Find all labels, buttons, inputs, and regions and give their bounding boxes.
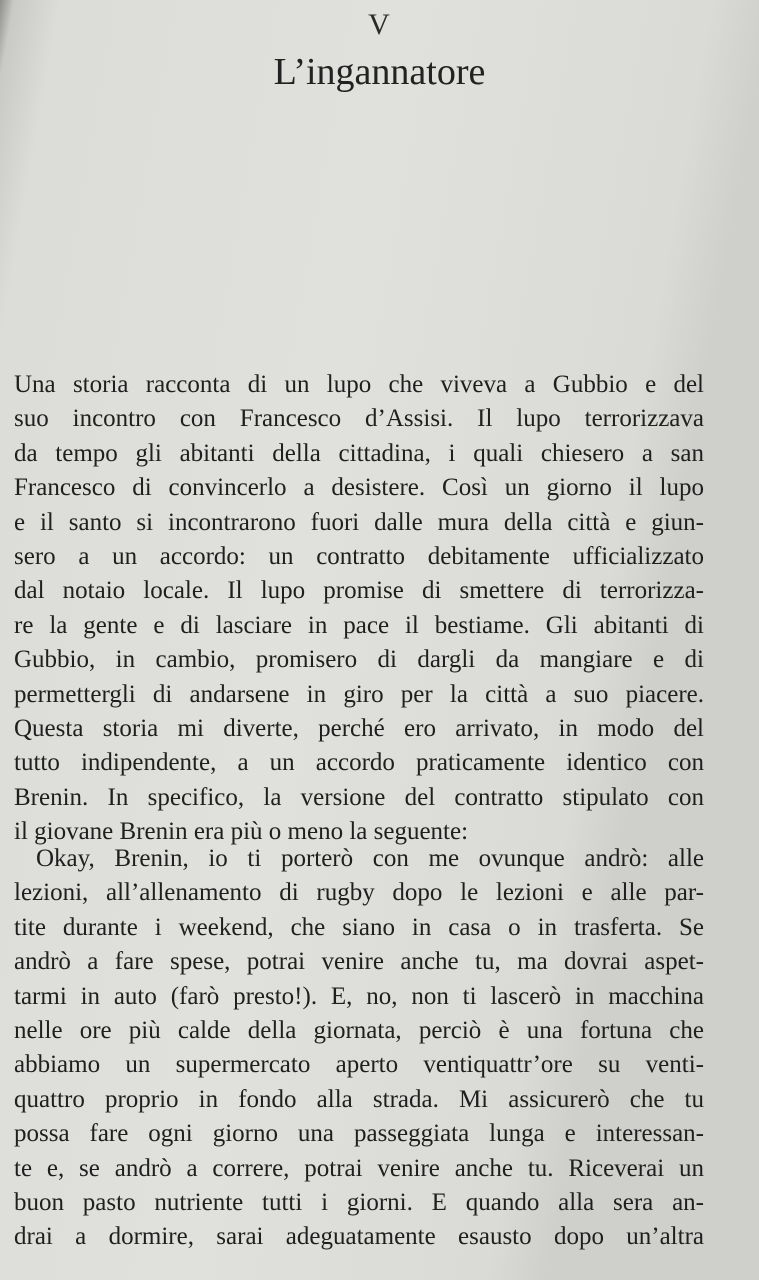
text-line: il giovane Brenin era più o meno la seguente:	[14, 818, 469, 846]
text-line: tutto indipendente, a un accordo praticamente identico con	[14, 749, 704, 777]
text-line: dal notaio locale. Il lupo promise di smettere di terrorizza-	[14, 577, 704, 605]
text-line: possa fare ogni giorno una passeggiata lunga e interessan-	[14, 1120, 704, 1148]
text-line: Okay, Brenin, io ti porterò con me ovunque andrò: alle	[36, 845, 704, 872]
text-line: tite durante i weekend, che siano in casa o in trasferta. Se	[14, 913, 704, 941]
text-line: re la gente e di lasciare in pace il bestiame. Gli abitanti di	[14, 611, 704, 639]
paragraph-2	[14, 842, 704, 1255]
text-line: da tempo gli abitanti della cittadina, i quali chiesero a san	[14, 439, 704, 467]
text-line: Una storia racconta di un lupo che viveva a Gubbio e del	[14, 371, 704, 398]
text-line: quattro proprio in fondo alla strada. Mi assicurerò che tu	[14, 1085, 704, 1113]
text-line: lezioni, all’allenamento di rugby dopo le lezioni e alle par-	[14, 879, 704, 907]
chapter-title: L’ingannatore	[273, 51, 486, 93]
text-line: Francesco di convincerlo a desistere. Così un giorno il lupo	[14, 474, 704, 502]
text-line: drai a dormire, sarai adeguatamente esausto dopo un’altra	[14, 1223, 704, 1251]
text-line: e il santo si incontrarono fuori dalle mura della città e giun-	[14, 508, 704, 536]
text-line: sero a un accordo: un contratto debitamente ufficializzato	[14, 543, 704, 571]
text-line: Questa storia mi diverte, perché ero arrivato, in modo del	[14, 715, 704, 743]
text-line: nelle ore più calde della giornata, perciò è una fortuna che	[14, 1017, 704, 1045]
text-line: suo incontro con Francesco d’Assisi. Il lupo terrorizzava	[14, 405, 704, 433]
text-line: buon pasto nutriente tutti i giorni. E quando alla sera an-	[14, 1189, 704, 1217]
text-line: abbiamo un supermercato aperto ventiquattr’ore su venti-	[14, 1051, 704, 1079]
text-line: Brenin. In specifico, la versione del contratto stipulato con	[14, 783, 704, 811]
chapter-number: V	[368, 8, 391, 41]
text-line: te e, se andrò a correre, potrai venire anche tu. Riceverai un	[14, 1154, 704, 1182]
text-line: permettergli di andarsene in giro per la città a suo piacere.	[14, 680, 704, 708]
text-line: Gubbio, in cambio, promisero di dargli da mangiare e di	[14, 646, 704, 674]
text-line: tarmi in auto (farò presto!). E, no, non ti lascerò in macchina	[14, 982, 704, 1010]
paragraph-1	[14, 368, 704, 850]
text-line: andrò a fare spese, potrai venire anche tu, ma dovrai aspet-	[14, 948, 704, 976]
